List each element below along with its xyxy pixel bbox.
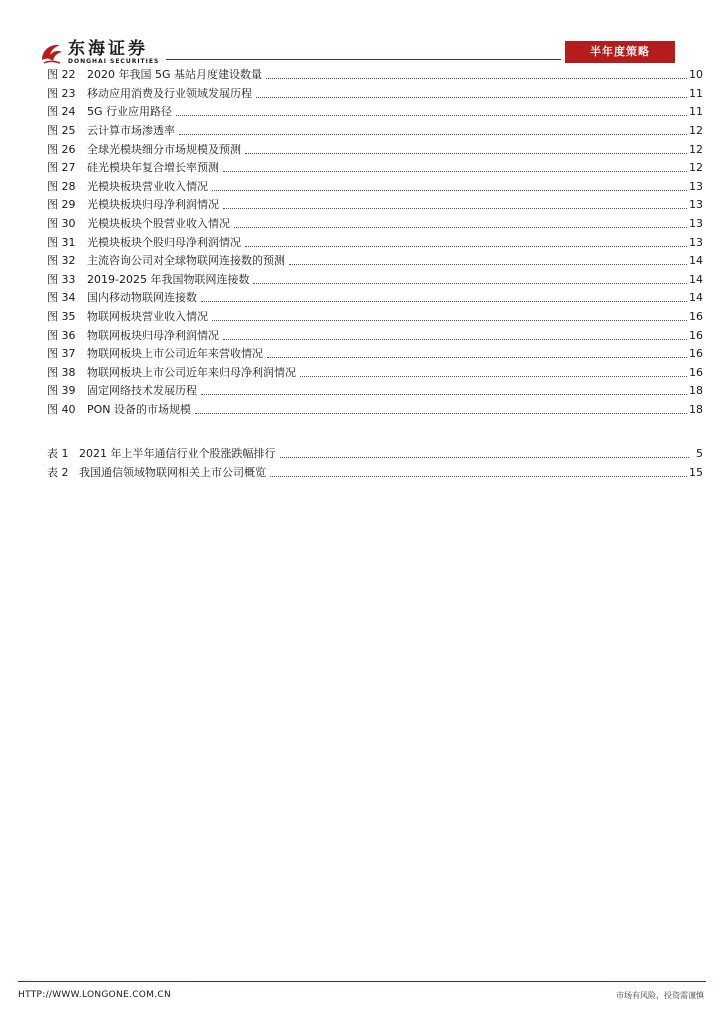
toc-entry-title: 物联网板块归母净利润情况 — [87, 328, 219, 342]
toc-entry-title: 物联网板块营业收入情况 — [87, 310, 208, 324]
toc-leader-dots — [270, 475, 687, 477]
toc-entry[interactable] — [47, 464, 703, 483]
toc-leader-dots — [253, 282, 687, 284]
toc-entry-page: 12 — [689, 142, 703, 156]
toc-entry[interactable] — [47, 364, 703, 383]
toc-entry-label: 图 30 — [47, 217, 76, 231]
toc-leader-dots — [234, 226, 687, 228]
toc-entry-label: 图 33 — [47, 272, 76, 286]
toc-entry-page: 5 — [696, 447, 703, 461]
toc-entry[interactable] — [47, 326, 703, 345]
toc-entry[interactable] — [47, 382, 703, 401]
toc-entry[interactable] — [47, 271, 703, 290]
toc-entry-page: 13 — [689, 235, 703, 249]
toc-entry-title: 光模块板块个股营业收入情况 — [87, 217, 230, 231]
toc-entry-title: 2020 年我国 5G 基站月度建设数量 — [87, 68, 263, 82]
toc-entry-label: 图 37 — [47, 347, 76, 361]
toc-entry-label: 图 22 — [47, 68, 76, 82]
toc-entry-title: 移动应用消费及行业领域发展历程 — [87, 86, 252, 100]
toc-leader-dots — [223, 207, 687, 209]
toc-leader-dots — [223, 338, 687, 340]
toc-leader-dots — [212, 319, 687, 321]
toc-entry[interactable] — [47, 103, 703, 122]
toc-entry[interactable] — [47, 178, 703, 197]
toc-entry-title: PON 设备的市场规模 — [87, 402, 192, 416]
toc-entry-page: 12 — [689, 124, 703, 138]
footer-risk-disclaimer: 市场有风险，投资需谨慎 — [616, 991, 704, 1000]
toc-entry-title: 云计算市场渗透率 — [87, 124, 175, 138]
toc-entry[interactable] — [47, 401, 703, 420]
toc-entry-title: 我国通信领域物联网相关上市公司概览 — [79, 465, 266, 479]
toc-entry-label: 图 28 — [47, 179, 76, 193]
toc-leader-dots — [267, 356, 687, 358]
toc-entry-page: 16 — [689, 328, 703, 342]
toc-entry-label: 图 24 — [47, 105, 76, 119]
toc-entry-page: 16 — [689, 310, 703, 324]
toc-entry-page: 11 — [689, 105, 703, 119]
toc-entry-label: 图 40 — [47, 402, 76, 416]
report-type-badge: 半年度策略 — [565, 41, 675, 63]
toc-entry[interactable] — [47, 85, 703, 104]
toc-leader-dots — [256, 96, 687, 98]
toc-entry[interactable] — [47, 233, 703, 252]
page-header — [0, 0, 724, 70]
toc-leader-dots — [245, 245, 687, 247]
toc-entry-label: 图 27 — [47, 161, 76, 175]
toc-entry-page: 12 — [689, 161, 703, 175]
toc-entry[interactable] — [47, 159, 703, 178]
toc-entry-label: 图 34 — [47, 291, 76, 305]
toc-entry-title: 国内移动物联网连接数 — [87, 291, 197, 305]
toc-entry-label: 图 25 — [47, 124, 76, 138]
toc-entry-page: 15 — [689, 465, 703, 479]
toc-entry-title: 物联网板块上市公司近年来营收情况 — [87, 347, 263, 361]
toc-leader-dots — [179, 133, 687, 135]
toc-entry-title: 固定网络技术发展历程 — [87, 384, 197, 398]
toc-entry-page: 14 — [689, 272, 703, 286]
toc-entry-page: 10 — [689, 68, 703, 82]
toc-entry-label: 图 36 — [47, 328, 76, 342]
toc-entry[interactable] — [47, 445, 703, 464]
toc-entry-title: 光模块板块个股归母净利润情况 — [87, 235, 241, 249]
toc-entry[interactable] — [47, 252, 703, 271]
toc-leader-dots — [280, 456, 690, 458]
toc-entry-label: 图 31 — [47, 235, 76, 249]
footer-divider — [18, 981, 706, 982]
toc-entry-title: 2019-2025 年我国物联网连接数 — [87, 272, 250, 286]
toc-entry[interactable] — [47, 140, 703, 159]
table-list — [47, 445, 703, 482]
dragon-logo-icon — [38, 40, 66, 66]
toc-entry-label: 图 26 — [47, 142, 76, 156]
toc-leader-dots — [195, 412, 687, 414]
toc-entry[interactable] — [47, 345, 703, 364]
toc-entry[interactable] — [47, 308, 703, 327]
toc-leader-dots — [266, 77, 687, 79]
toc-leader-dots — [289, 263, 687, 265]
toc-entry-page: 13 — [689, 198, 703, 212]
toc-leader-dots — [212, 189, 687, 191]
toc-entry[interactable] — [47, 215, 703, 234]
toc-entry-page: 18 — [689, 384, 703, 398]
toc-leader-dots — [300, 375, 687, 377]
toc-entry-label: 图 29 — [47, 198, 76, 212]
header-divider — [166, 59, 561, 60]
toc-entry[interactable] — [47, 196, 703, 215]
toc-entry-title: 硅光模块年复合增长率预测 — [87, 161, 219, 175]
toc-entry-page: 13 — [689, 217, 703, 231]
toc-entry-title: 光模块板块营业收入情况 — [87, 179, 208, 193]
toc-entry-title: 5G 行业应用路径 — [87, 105, 173, 119]
toc-entry-page: 16 — [689, 365, 703, 379]
toc-entry-page: 14 — [689, 291, 703, 305]
toc-entry-page: 13 — [689, 179, 703, 193]
toc-entry-title: 物联网板块上市公司近年来归母净利润情况 — [87, 365, 296, 379]
toc-entry[interactable] — [47, 289, 703, 308]
toc-entry-label: 图 32 — [47, 254, 76, 268]
toc-entry-label: 表 2 — [47, 465, 69, 479]
figure-list — [47, 66, 703, 419]
company-logo — [38, 40, 168, 66]
toc-entry-title: 全球光模块细分市场规模及预测 — [87, 142, 241, 156]
toc-entry-label: 图 38 — [47, 365, 76, 379]
logo-chinese-text: 东海证券 — [68, 39, 148, 59]
toc-entry-page: 14 — [689, 254, 703, 268]
toc-entry-title: 主流咨询公司对全球物联网连接数的预测 — [87, 254, 285, 268]
toc-entry-page: 16 — [689, 347, 703, 361]
toc-entry[interactable] — [47, 66, 703, 85]
toc-leader-dots — [223, 170, 687, 172]
toc-entry-label: 图 23 — [47, 86, 76, 100]
toc-entry-page: 18 — [689, 402, 703, 416]
logo-english-text: DONGHAI SECURITIES — [68, 58, 160, 65]
toc-leader-dots — [201, 300, 687, 302]
toc-entry-label: 图 39 — [47, 384, 76, 398]
toc-entry-label: 图 35 — [47, 310, 76, 324]
toc-leader-dots — [176, 114, 687, 116]
toc-entry-label: 表 1 — [47, 447, 69, 461]
toc-entry[interactable] — [47, 122, 703, 141]
toc-entry-page: 11 — [689, 86, 703, 100]
toc-entry-title: 2021 年上半年通信行业个股涨跌幅排行 — [79, 447, 276, 461]
toc-leader-dots — [201, 393, 687, 395]
toc-leader-dots — [245, 152, 687, 154]
toc-entry-title: 光模块板块归母净利润情况 — [87, 198, 219, 212]
footer-website-link[interactable]: HTTP://WWW.LONGONE.COM.CN — [18, 990, 172, 1000]
